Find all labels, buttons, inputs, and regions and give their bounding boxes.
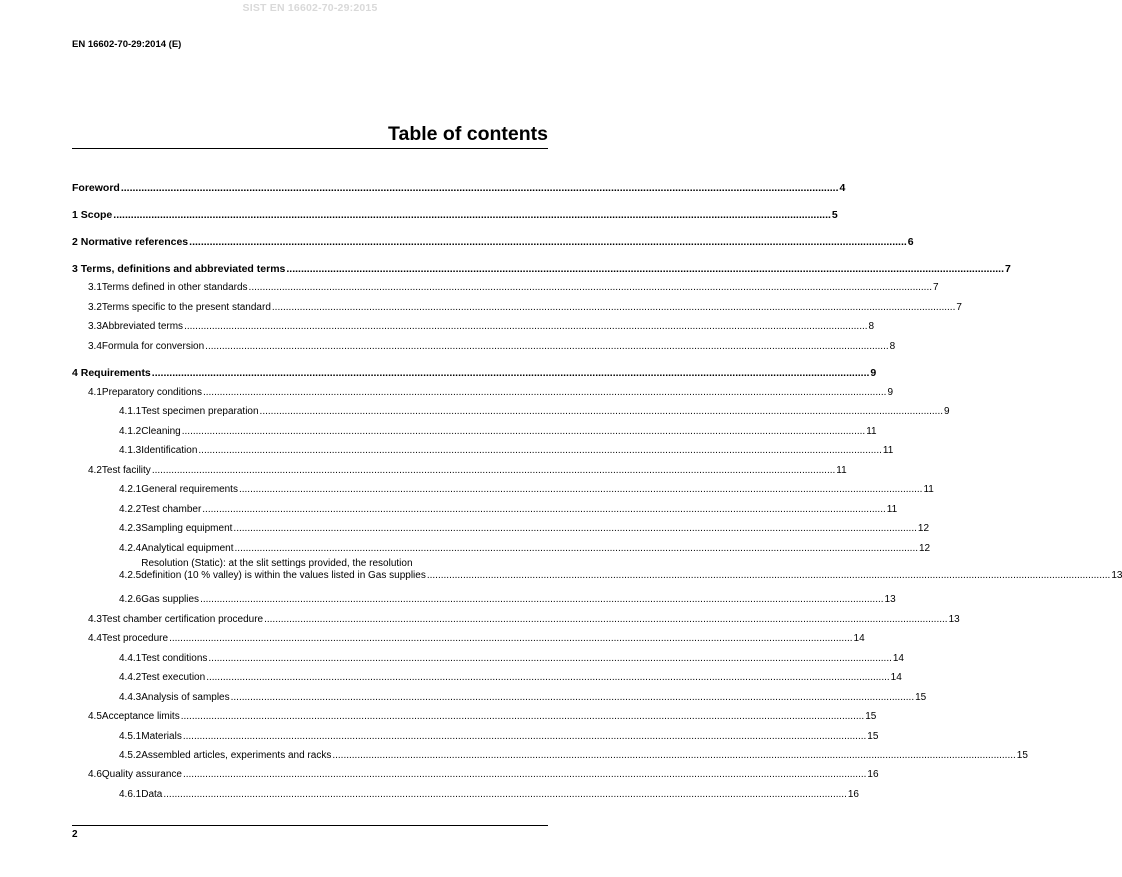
document-id: EN 16602-70-29:2014 (E) bbox=[72, 39, 182, 50]
toc-entry-page: 13 bbox=[948, 614, 960, 625]
toc-entry[interactable] bbox=[119, 523, 930, 535]
toc-entry-page: 4 bbox=[839, 182, 846, 194]
dot-leader bbox=[205, 341, 888, 353]
toc-entry-number: 4.6.1 bbox=[119, 789, 142, 800]
dot-leader bbox=[427, 570, 1110, 582]
toc-entry[interactable] bbox=[119, 731, 879, 743]
toc-entry[interactable] bbox=[72, 209, 838, 221]
toc-entry-page: 9 bbox=[870, 367, 877, 379]
toc-entry-page: 11 bbox=[866, 426, 877, 437]
toc-entry-title: Test facility bbox=[101, 465, 151, 476]
toc-entry-title: Acceptance limits bbox=[101, 711, 180, 722]
toc-entry-title: Test procedure bbox=[101, 633, 169, 644]
toc-entry-title: Analytical equipment bbox=[141, 543, 234, 554]
toc-entry-title: Resolution (Static): at the slit settings provided, the resolution bbox=[141, 558, 413, 569]
dot-leader bbox=[239, 484, 922, 496]
toc-entry-title: Gas supplies bbox=[141, 594, 200, 605]
page-title: Table of contents bbox=[388, 123, 548, 145]
toc-entry[interactable] bbox=[72, 236, 914, 248]
toc-entry[interactable] bbox=[119, 406, 950, 418]
toc-entry-page: 14 bbox=[892, 653, 904, 664]
toc-entry-page: 11 bbox=[836, 465, 847, 476]
toc-entry-number: 4.1.1 bbox=[119, 406, 142, 417]
toc-entry-page: 6 bbox=[907, 236, 914, 248]
toc-entry-title: Sampling equipment bbox=[141, 523, 233, 534]
toc-entry-number: 3.4 bbox=[88, 341, 102, 352]
toc-entry-page: 15 bbox=[865, 711, 877, 722]
toc-entry[interactable] bbox=[88, 711, 877, 723]
toc-entry-number: 4.2.1 bbox=[119, 484, 142, 495]
toc-entry[interactable] bbox=[119, 426, 877, 438]
toc-entry-number: 4.1.2 bbox=[119, 426, 142, 437]
dot-leader bbox=[203, 387, 886, 399]
dot-leader bbox=[260, 406, 943, 418]
dot-leader bbox=[286, 263, 1004, 275]
toc-entry-number: 4.2.6 bbox=[119, 594, 142, 605]
dot-leader bbox=[231, 692, 914, 704]
toc-entry[interactable] bbox=[72, 263, 1011, 275]
toc-entry-number: 4.2 bbox=[88, 465, 102, 476]
dot-leader bbox=[206, 672, 889, 684]
toc-entry[interactable] bbox=[119, 484, 934, 496]
toc-entry-page: 9 bbox=[887, 387, 893, 398]
toc-entry-title-continued: definition (10 % valley) is within the values listed in Gas supplies bbox=[141, 570, 426, 581]
toc-entry[interactable] bbox=[119, 672, 902, 684]
toc-entry-number: 4.2.2 bbox=[119, 504, 142, 515]
toc-entry[interactable] bbox=[88, 321, 875, 333]
dot-leader bbox=[233, 523, 916, 535]
toc-entry-number: 4.4.3 bbox=[119, 692, 142, 703]
toc-entry-title: Materials bbox=[141, 731, 182, 742]
dot-leader bbox=[183, 769, 866, 781]
toc-entry[interactable] bbox=[119, 504, 898, 516]
dot-leader bbox=[200, 594, 883, 606]
dot-leader bbox=[183, 731, 866, 743]
dot-leader bbox=[182, 426, 865, 438]
toc-entry[interactable] bbox=[88, 614, 960, 626]
toc-entry-title: Test chamber certification procedure bbox=[101, 614, 264, 625]
toc-entry[interactable] bbox=[119, 750, 1028, 762]
toc-entry[interactable] bbox=[88, 282, 939, 294]
toc-entry-page: 15 bbox=[1016, 750, 1028, 761]
footer-divider bbox=[72, 825, 548, 826]
toc-entry[interactable] bbox=[72, 182, 846, 194]
toc-entry-page: 8 bbox=[868, 321, 875, 332]
dot-leader bbox=[169, 633, 852, 645]
dot-leader bbox=[198, 445, 881, 457]
toc-entry-number: 3.3 bbox=[88, 321, 102, 332]
dot-leader bbox=[208, 653, 891, 665]
toc-entry-page: 16 bbox=[847, 789, 859, 800]
toc-entry-page: 14 bbox=[890, 672, 902, 683]
toc-entry-title: Analysis of samples bbox=[141, 692, 230, 703]
toc-entry[interactable] bbox=[88, 302, 962, 314]
toc-entry-page: 8 bbox=[889, 341, 896, 352]
toc-entry-title: Formula for conversion bbox=[101, 341, 205, 352]
toc-entry-page: 11 bbox=[882, 445, 894, 456]
toc-entry-number: 4.2.5 bbox=[119, 570, 142, 581]
toc-entry-number: 4.1 bbox=[88, 387, 102, 398]
dot-leader bbox=[181, 711, 864, 723]
dot-leader bbox=[202, 504, 885, 516]
toc-entry-number: 3.1 bbox=[88, 282, 102, 293]
toc-entry-number: 4.1.3 bbox=[119, 445, 142, 456]
toc-entry-page: 12 bbox=[919, 543, 931, 554]
dot-leader bbox=[113, 209, 831, 221]
toc-entry-title: 3 Terms, definitions and abbreviated terms bbox=[72, 263, 286, 275]
toc-entry[interactable] bbox=[119, 445, 894, 457]
toc-entry-title: Test conditions bbox=[141, 653, 208, 664]
toc-entry-number: 4.4.2 bbox=[119, 672, 142, 683]
toc-entry[interactable] bbox=[119, 789, 859, 801]
toc-entry-title: Terms defined in other standards bbox=[101, 282, 248, 293]
dot-leader bbox=[272, 302, 955, 314]
page-number: 2 bbox=[72, 829, 78, 840]
toc-entry[interactable] bbox=[88, 387, 893, 399]
dot-leader bbox=[121, 182, 839, 194]
toc-entry-title: Abbreviated terms bbox=[101, 321, 184, 332]
toc-entry-title: Terms specific to the present standard bbox=[101, 302, 271, 313]
toc-entry-page: 5 bbox=[831, 209, 838, 221]
toc-entry-title: Assembled articles, experiments and racks bbox=[141, 750, 332, 761]
title-divider bbox=[72, 148, 548, 149]
watermark: SIST EN 16602-70-29:2015 bbox=[242, 2, 378, 14]
toc-entry-number: 4.5.1 bbox=[119, 731, 142, 742]
toc-entry-title: 2 Normative references bbox=[72, 236, 189, 248]
toc-entry-title: 4 Requirements bbox=[72, 367, 151, 379]
toc-entry[interactable] bbox=[88, 769, 879, 781]
dot-leader bbox=[163, 789, 846, 801]
toc-entry-number: 3.2 bbox=[88, 302, 102, 313]
toc-entry-title: Identification bbox=[141, 445, 198, 456]
toc-entry-page: 11 bbox=[886, 504, 898, 515]
toc-entry-title: Preparatory conditions bbox=[101, 387, 202, 398]
toc-entry-title: Foreword bbox=[72, 182, 120, 194]
toc-entry-title: Test chamber bbox=[141, 504, 202, 515]
toc-entry-number: 4.6 bbox=[88, 769, 102, 780]
toc-entry-number: 4.2.3 bbox=[119, 523, 142, 534]
toc-entry-title: Quality assurance bbox=[101, 769, 182, 780]
toc-entry-page: 12 bbox=[917, 523, 930, 534]
dot-leader bbox=[249, 282, 932, 294]
toc-entry-page: 7 bbox=[933, 282, 939, 293]
toc-entry-page: 14 bbox=[853, 633, 865, 644]
toc-entry-number: 4.5.2 bbox=[119, 750, 142, 761]
toc-entry[interactable] bbox=[119, 594, 896, 606]
dot-leader bbox=[235, 543, 918, 555]
toc-entry-number: 4.4.1 bbox=[119, 653, 142, 664]
toc-entry-number: 4.5 bbox=[88, 711, 102, 722]
toc-entry-title: 1 Scope bbox=[72, 209, 113, 221]
toc-entry-page: 11 bbox=[923, 484, 934, 495]
toc-entry-title: Cleaning bbox=[141, 426, 181, 437]
toc-entry-number: 4.3 bbox=[88, 614, 102, 625]
toc-entry-page: 7 bbox=[1005, 263, 1011, 275]
toc-entry-page: 7 bbox=[956, 302, 962, 313]
toc-entry[interactable] bbox=[119, 653, 904, 665]
toc-entry-title: Test execution bbox=[141, 672, 206, 683]
toc-entry-title: General requirements bbox=[141, 484, 238, 495]
toc-entry[interactable] bbox=[119, 558, 1122, 582]
dot-leader bbox=[152, 367, 870, 379]
toc-entry-number: 4.4 bbox=[88, 633, 102, 644]
toc-entry[interactable] bbox=[88, 341, 896, 353]
toc-entry-title: Data bbox=[141, 789, 163, 800]
toc-entry[interactable] bbox=[88, 465, 847, 477]
toc-entry-title: Test specimen preparation bbox=[141, 406, 259, 417]
toc-entry-page: 16 bbox=[867, 769, 879, 780]
toc-entry[interactable] bbox=[88, 633, 865, 645]
toc-entry[interactable] bbox=[119, 692, 927, 704]
toc-entry-page: 13 bbox=[884, 594, 896, 605]
dot-leader bbox=[332, 750, 1015, 762]
dot-leader bbox=[189, 236, 907, 248]
toc-entry-page: 13 bbox=[1111, 570, 1122, 581]
toc-entry[interactable] bbox=[72, 367, 877, 379]
dot-leader bbox=[264, 614, 947, 626]
toc-entry-page: 9 bbox=[944, 406, 950, 417]
toc-entry-page: 15 bbox=[915, 692, 927, 703]
dot-leader bbox=[184, 321, 867, 333]
toc-entry[interactable] bbox=[119, 543, 931, 555]
toc-entry-page: 15 bbox=[867, 731, 879, 742]
dot-leader bbox=[152, 465, 835, 477]
toc-entry-number: 4.2.4 bbox=[119, 543, 142, 554]
